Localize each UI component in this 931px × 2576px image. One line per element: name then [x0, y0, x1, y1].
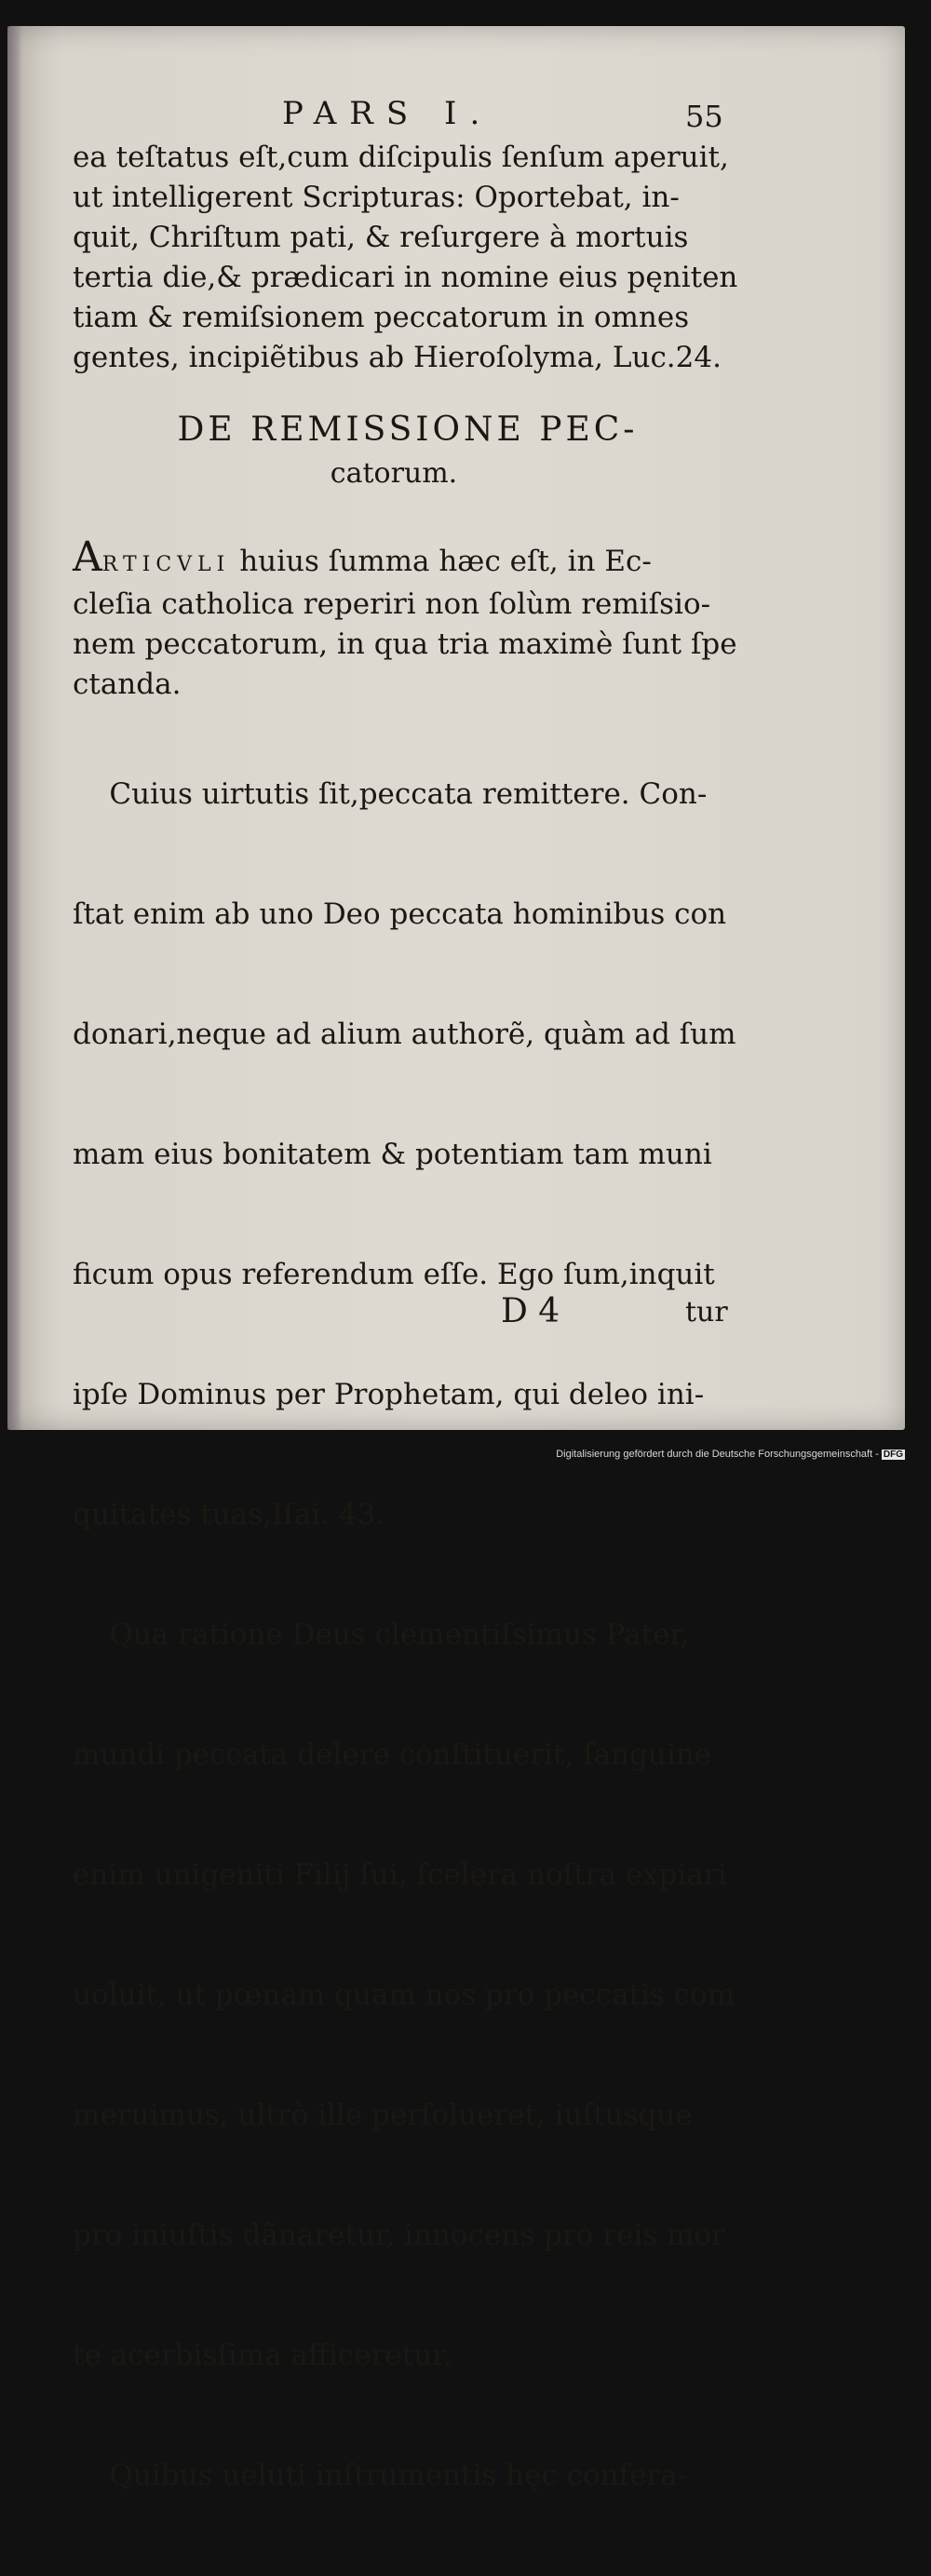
catchword: tur [685, 1296, 728, 1328]
text-line: Cuius uirtutis ſit,peccata remittere. Con- [73, 777, 708, 811]
text-line: meruimus, ultrò ille perſolueret, iuſtusque [73, 2098, 693, 2132]
text-line: ipſe Dominus per Prophetam, qui deleo ini- [73, 1378, 705, 1411]
text-block-main [73, 695, 736, 2576]
text-line: ficum opus referendum eſſe. Ego ſum,inquit [73, 1258, 715, 1291]
text-block-continuation [73, 138, 737, 378]
small-caps-word: RTICVLI [101, 553, 231, 576]
text-line: ea teſtatus eſt,cum diſcipulis ſenſum aperuit, [73, 141, 729, 174]
running-title: PARS I. [282, 95, 493, 132]
text-line: nem peccatorum, in qua tria maximè ſunt ſpe [73, 627, 737, 661]
running-header [7, 95, 905, 136]
text-line: enim unigeniti Filij ſui, ſcelera noſtra expiari [73, 1858, 727, 1892]
text-line: mundi peccata delere conſtituerit, ſanguine [73, 1738, 712, 1772]
drop-cap: A [73, 533, 102, 581]
text-line: uoluit, ut pœnam quam nos pro peccatis com [73, 1978, 735, 2012]
text-line: quitates tuas,Iſai. 43. [73, 1498, 385, 1531]
signature-mark: D 4 [501, 1292, 560, 1330]
text-line: gentes, incipiẽtibus ab Hieroſolyma, Luc.24. [73, 341, 722, 374]
text-line: ut intelligerent Scripturas: Oportebat, in- [73, 181, 680, 214]
credit-text: Digitalisierung gefördert durch die Deutsche Forschungsgemeinschaft - [556, 1449, 879, 1460]
text-line: mam eius bonitatem & potentiam tam muni [73, 1138, 712, 1171]
page-binding-edge [7, 26, 22, 1430]
page-number: 55 [685, 99, 723, 134]
text-line: Quibus ueluti inſtrumentis hęc confera- [73, 2459, 688, 2492]
page-footer [7, 1292, 905, 1339]
dfg-logo: DFG [883, 1450, 903, 1460]
text-line: quit, Chriſtum pati, & reſurgere à mortuis [73, 221, 689, 254]
digitization-credit [556, 1449, 905, 1460]
text-line: ſtat enim ab uno Deo peccata hominibus con [73, 897, 727, 931]
section-heading-continuation: catorum. [330, 457, 458, 490]
section-heading: DE REMISSIONE PEC- [177, 411, 639, 449]
text-fragment: huius ſumma hæc eſt, in Ec- [230, 545, 652, 578]
text-line: tertia die,& prædicari in nomine eius pęniten [73, 261, 738, 294]
text-line: te acerbisſima afficeretur. [73, 2339, 452, 2372]
text-line: tiam & remiſsionem peccatorum in omnes [73, 301, 690, 334]
text-line: cleſia catholica reperiri non ſolùm remiſsio- [73, 587, 711, 621]
first-paragraph [73, 533, 737, 705]
text-line: donari,neque ad alium authorẽ, quàm ad ſum [73, 1018, 736, 1051]
text-line: ctanda. [73, 668, 182, 701]
text-line: pro iniuſtis dãnaretur, innocens pro reis mor [73, 2219, 725, 2252]
text-line: Qua ratione Deus clementiſsimus Pater, [73, 1618, 690, 1652]
text-line [73, 533, 737, 585]
